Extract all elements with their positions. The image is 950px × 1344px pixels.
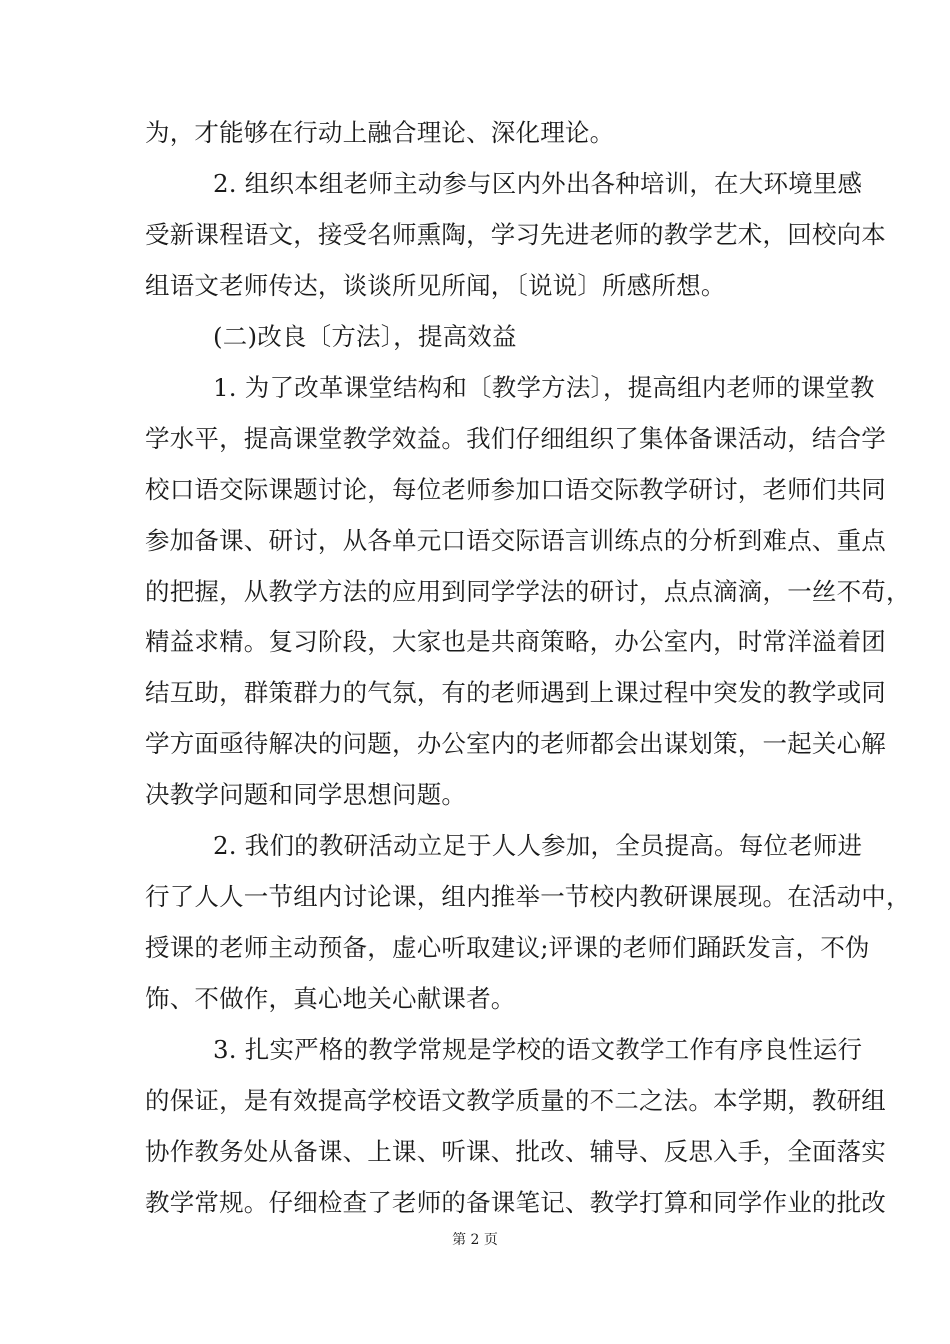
- text-line: 精益求精。复习阶段，大家也是共商策略，办公室内，时常洋溢着团: [145, 627, 886, 656]
- text-line: 组语文老师传达，谈谈所见所闻，〔说说〕所感所想。: [145, 271, 726, 300]
- text-line: 校口语交际课题讨论，每位老师参加口语交际教学研讨，老师们共同: [145, 475, 886, 504]
- text-line: 的把握，从教学方法的应用到同学学法的研讨，点点滴滴，一丝不苟，: [145, 577, 911, 606]
- paragraph-start-line: 2. 我们的教研活动立足于人人参加，全员提高。每位老师进: [213, 831, 863, 860]
- paragraph-start-line: 2. 组织本组老师主动参与区内外出各种培训，在大环境里感: [213, 169, 863, 198]
- text-line: 为，才能够在行动上融合理论、深化理论。: [145, 118, 615, 147]
- text-line: 参加备课、研讨，从各单元口语交际语言训练点的分析到难点、重点: [145, 526, 886, 555]
- text-line: 学水平，提高课堂教学效益。我们仔细组织了集体备课活动，结合学: [145, 424, 886, 453]
- section-heading: (二)改良〔方法〕，提高效益: [213, 322, 517, 351]
- page-number: 第 2 页: [452, 1232, 498, 1248]
- text-line: 学方面亟待解决的问题，办公室内的老师都会出谋划策，一起关心解: [145, 729, 886, 758]
- paragraph-start-line: 1. 为了改革课堂结构和〔教学方法〕，提高组内老师的课堂教: [213, 373, 875, 402]
- paragraph-start-line: 3. 扎实严格的教学常规是学校的语文教学工作有序良性运行: [213, 1035, 863, 1064]
- text-line: 饰、不做作，真心地关心献课者。: [145, 984, 516, 1013]
- text-line: 协作教务处从备课、上课、听课、批改、辅导、反思入手，全面落实: [145, 1137, 886, 1166]
- text-line: 决教学问题和同学思想问题。: [145, 780, 467, 809]
- text-line: 教学常规。仔细检查了老师的备课笔记、教学打算和同学作业的批改: [145, 1188, 886, 1217]
- text-line: 的保证，是有效提高学校语文教学质量的不二之法。本学期，教研组: [145, 1086, 886, 1115]
- text-line: 结互助，群策群力的气氛，有的老师遇到上课过程中突发的教学或同: [145, 678, 886, 707]
- text-line: 授课的老师主动预备，虚心听取建议;评课的老师们踊跃发言，不伪: [145, 933, 870, 962]
- text-line: 行了人人一节组内讨论课，组内推举一节校内教研课展现。在活动中，: [145, 882, 911, 911]
- text-line: 受新课程语文，接受名师熏陶，学习先进老师的教学艺术，回校向本: [145, 220, 886, 249]
